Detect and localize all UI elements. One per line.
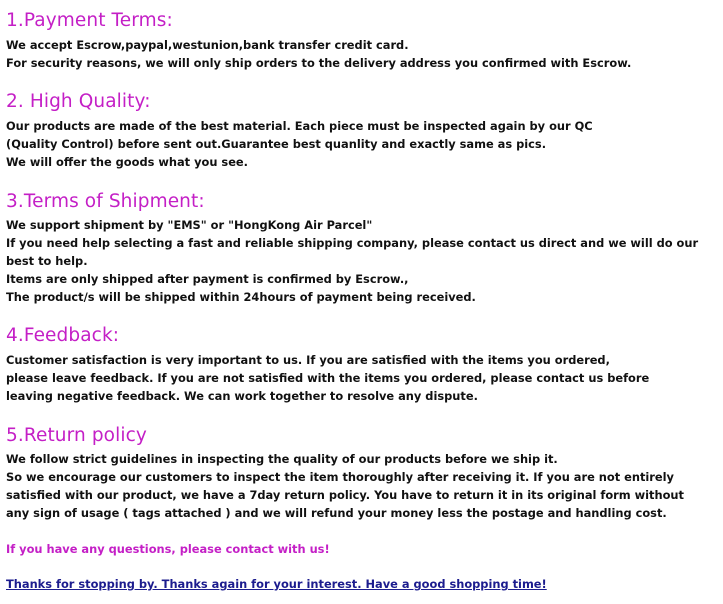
return-policy-line: We follow strict guidelines in inspecting the quality of our products before we ship it. xyxy=(6,452,558,466)
payment-terms-line: We accept Escrow,paypal,westunion,bank transfer credit card. xyxy=(6,38,409,52)
return-policy-line: So we encourage our customers to inspect the item thoroughly after receiving it. If you are not entirely xyxy=(6,470,674,484)
shipment-line: If you need help selecting a fast and reliable shipping company, please contact us direct and we will do our xyxy=(6,236,699,250)
shipment-line: The product/s will be shipped within 24hours of payment being received. xyxy=(6,290,476,304)
return-policy-line: any sign of usage ( tags attached ) and we will refund your money less the postage and handling cost. xyxy=(6,506,667,520)
section-title-payment-terms: 1.Payment Terms: xyxy=(6,10,173,31)
payment-terms-line: For security reasons, we will only ship orders to the delivery address you confirmed with Escrow. xyxy=(6,56,632,70)
shipment-line: Items are only shipped after payment is confirmed by Escrow., xyxy=(6,272,409,286)
feedback-line: Customer satisfaction is very important to us. If you are satisfied with the items you ordered, xyxy=(6,353,610,367)
thanks-note: Thanks for stopping by. Thanks again for your interest. Have a good shopping time! xyxy=(6,577,547,591)
section-title-feedback: 4.Feedback: xyxy=(6,325,120,346)
shipment-line: We support shipment by "EMS" or "HongKong Air Parcel" xyxy=(6,218,373,232)
contact-note: If you have any questions, please contact with us! xyxy=(6,542,330,556)
section-title-return-policy: 5.Return policy xyxy=(6,425,147,446)
return-policy-line: satisfied with our product, we have a 7day return policy. You have to return it in its original form without xyxy=(6,488,684,502)
feedback-line: leaving negative feedback. We can work together to resolve any dispute. xyxy=(6,389,478,403)
section-title-terms-of-shipment: 3.Terms of Shipment: xyxy=(6,191,205,212)
high-quality-line: Our products are made of the best material. Each piece must be inspected again by our QC xyxy=(6,119,593,133)
section-title-high-quality: 2. High Quality: xyxy=(6,91,151,112)
feedback-line: please leave feedback. If you are not satisfied with the items you ordered, please contact us before xyxy=(6,371,650,385)
high-quality-line: We will offer the goods what you see. xyxy=(6,155,248,169)
shipment-line: best to help. xyxy=(6,254,88,268)
high-quality-line: (Quality Control) before sent out.Guarantee best quanlity and exactly same as pics. xyxy=(6,137,547,151)
